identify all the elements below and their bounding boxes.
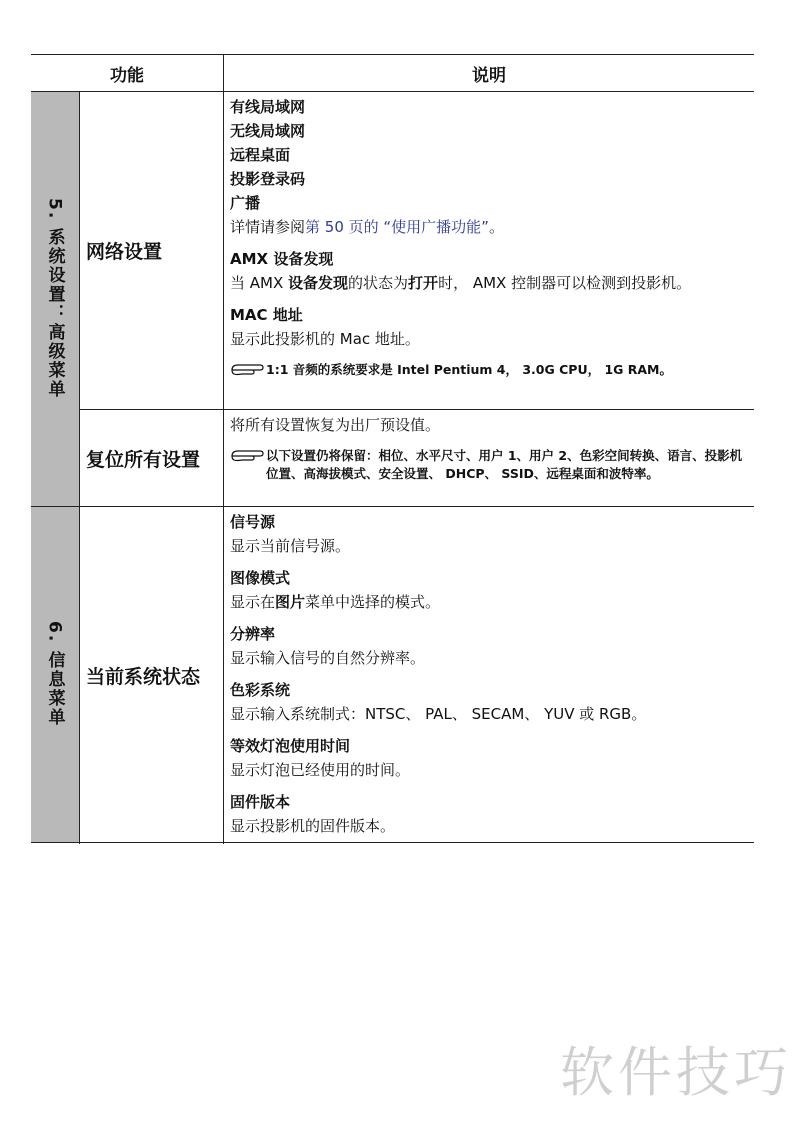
- item-remote-desktop: 远程桌面: [230, 146, 291, 164]
- description: [223, 92, 754, 409]
- table-header: [31, 55, 754, 92]
- mode-text: 显示在图片菜单中选择的模式。: [230, 593, 441, 611]
- menu-label-cell: [31, 92, 79, 506]
- header-function: 功能: [110, 65, 144, 86]
- row-reset-all: [79, 410, 754, 506]
- function-name: 复位所有设置: [79, 410, 223, 506]
- menu-label: 6. 信息菜单: [44, 621, 65, 728]
- amx-text: 当 AMX 设备发现的状态为打开时， AMX 控制器可以检测到投影机。: [230, 274, 692, 292]
- row-network-settings: [79, 92, 754, 410]
- source-text: 显示当前信号源。: [230, 537, 351, 555]
- section-information: [31, 507, 754, 842]
- resolution-title: 分辨率: [230, 625, 276, 643]
- note: 1:1 音频的系统要求是 Intel Pentium 4， 3.0G CPU， 1G RAM。: [230, 361, 748, 379]
- section-system-advanced: [31, 92, 754, 507]
- menu-label-cell: [31, 507, 79, 842]
- resolution-text: 显示输入信号的自然分辨率。: [230, 649, 426, 667]
- lamp-title: 等效灯泡使用时间: [230, 737, 351, 755]
- function-name: 网络设置: [79, 92, 223, 409]
- color-text: 显示输入系统制式：NTSC、 PAL、 SECAM、 YUV 或 RGB。: [230, 705, 647, 723]
- header-description: 说明: [223, 55, 754, 91]
- reference-link[interactable]: 第 50 页的 “使用广播功能”: [305, 218, 489, 236]
- pointing-hand-icon: [230, 448, 266, 464]
- menu-label: 5. 系统设置：高级菜单: [44, 198, 65, 400]
- firmware-text: 显示投影机的固件版本。: [230, 817, 396, 835]
- item-broadcast: 广播: [230, 194, 261, 212]
- source-title: 信号源: [230, 513, 276, 531]
- function-name: 当前系统状态: [79, 507, 223, 844]
- settings-table: [31, 54, 754, 843]
- item-login-code: 投影登录码: [230, 170, 306, 188]
- item-wired-lan: 有线局域网: [230, 98, 306, 116]
- color-title: 色彩系统: [230, 681, 291, 699]
- row-current-status: [79, 507, 754, 844]
- mode-title: 图像模式: [230, 569, 291, 587]
- reference-line: 详情请参阅第 50 页的 “使用广播功能”。: [230, 218, 504, 236]
- lamp-text: 显示灯泡已经使用的时间。: [230, 761, 411, 779]
- mac-title: MAC 地址: [230, 306, 303, 324]
- amx-title: AMX 设备发现: [230, 250, 334, 268]
- reset-text: 将所有设置恢复为出厂预设值。: [230, 416, 441, 434]
- note: 以下设置仍将保留：相位、水平尺寸、用户 1、用户 2、色彩空间转换、语言、投影机位置、高海拔模式、安全设置、 DHCP、 SSID、远程桌面和波特率。: [230, 447, 748, 483]
- description: [223, 410, 754, 506]
- mac-text: 显示此投影机的 Mac 地址。: [230, 330, 420, 348]
- watermark: 软件技巧: [560, 1041, 792, 1104]
- firmware-title: 固件版本: [230, 793, 291, 811]
- item-wireless-lan: 无线局域网: [230, 122, 306, 140]
- description: [223, 507, 754, 844]
- pointing-hand-icon: [230, 362, 266, 378]
